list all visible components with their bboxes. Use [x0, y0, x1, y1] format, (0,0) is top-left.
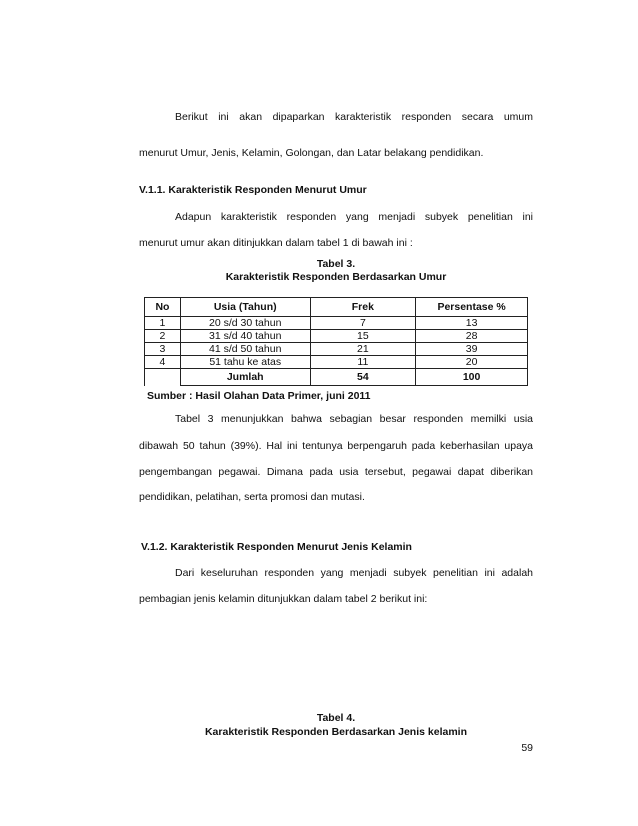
- table-row: [145, 356, 528, 369]
- table3-title: Karakteristik Responden Berdasarkan Umur: [225, 271, 447, 283]
- table-cell: 39: [416, 343, 528, 356]
- table-cell: 13: [416, 317, 528, 330]
- table-cell: 41 s/d 50 tahun: [180, 343, 310, 356]
- paragraph-umur-line-1: Adapun karakteristik responden yang menjadi subyek penelitian ini: [175, 211, 533, 223]
- table3: [144, 297, 528, 386]
- table-row: [145, 343, 528, 356]
- table-cell: 21: [310, 343, 416, 356]
- table-cell: 1: [145, 317, 181, 330]
- paragraph-gender-line-1: Dari keseluruhan responden yang menjadi subyek penelitian ini adalah: [175, 567, 533, 579]
- table-total-row: [145, 369, 528, 386]
- paragraph-umur-line-2: menurut umur akan ditinjukkan dalam tabel 1 di bawah ini :: [139, 237, 413, 249]
- section-heading-jenis-kelamin: V.1.2. Karakteristik Responden Menurut Jenis Kelamin: [141, 541, 412, 553]
- table-cell: 51 tahu ke atas: [180, 356, 310, 369]
- table-row: [145, 330, 528, 343]
- total-frek: 54: [310, 369, 416, 386]
- table-cell: 31 s/d 40 tahun: [180, 330, 310, 343]
- column-header: Frek: [310, 298, 416, 317]
- column-header: Persentase %: [416, 298, 528, 317]
- paragraph-intro-line-1: Berikut ini akan dipaparkan karakteristik responden secara umum: [175, 111, 533, 123]
- table-cell: 7: [310, 317, 416, 330]
- table-cell: 20 s/d 30 tahun: [180, 317, 310, 330]
- table-cell-empty: [145, 369, 181, 386]
- total-label: Jumlah: [180, 369, 310, 386]
- table4-title: Karakteristik Responden Berdasarkan Jenis kelamin: [204, 726, 468, 738]
- table3-source: Sumber : Hasil Olahan Data Primer, juni 2011: [147, 390, 371, 402]
- section-heading-umur: V.1.1. Karakteristik Responden Menurut Umur: [139, 184, 367, 196]
- paragraph-intro-line-2: menurut Umur, Jenis, Kelamin, Golongan, dan Latar belakang pendidikan.: [139, 147, 484, 159]
- paragraph-analysis-line-2: dibawah 50 tahun (39%). Hal ini tentunya berpengaruh pada keberhasilan upaya: [139, 440, 533, 452]
- table-cell: 20: [416, 356, 528, 369]
- column-header: Usia (Tahun): [180, 298, 310, 317]
- page-number: 59: [521, 742, 533, 754]
- table-cell: 3: [145, 343, 181, 356]
- table-cell: 28: [416, 330, 528, 343]
- table3-label: Tabel 3.: [316, 258, 356, 270]
- table-header-row: [145, 298, 528, 317]
- total-persentase: 100: [416, 369, 528, 386]
- table4-label: Tabel 4.: [316, 712, 356, 724]
- table-cell: 4: [145, 356, 181, 369]
- paragraph-gender-line-2: pembagian jenis kelamin ditunjukkan dalam tabel 2 berikut ini:: [139, 593, 428, 605]
- table-cell: 11: [310, 356, 416, 369]
- table-row: [145, 317, 528, 330]
- table-cell: 2: [145, 330, 181, 343]
- column-header: No: [145, 298, 181, 317]
- paragraph-analysis-line-3: pengembangan pegawai. Dimana pada usia tersebut, pegawai dapat diberikan: [139, 466, 533, 478]
- table-cell: 15: [310, 330, 416, 343]
- paragraph-analysis-line-1: Tabel 3 menunjukkan bahwa sebagian besar responden memilki usia: [175, 413, 533, 425]
- paragraph-analysis-line-4: pendidikan, pelatihan, serta promosi dan mutasi.: [139, 491, 365, 503]
